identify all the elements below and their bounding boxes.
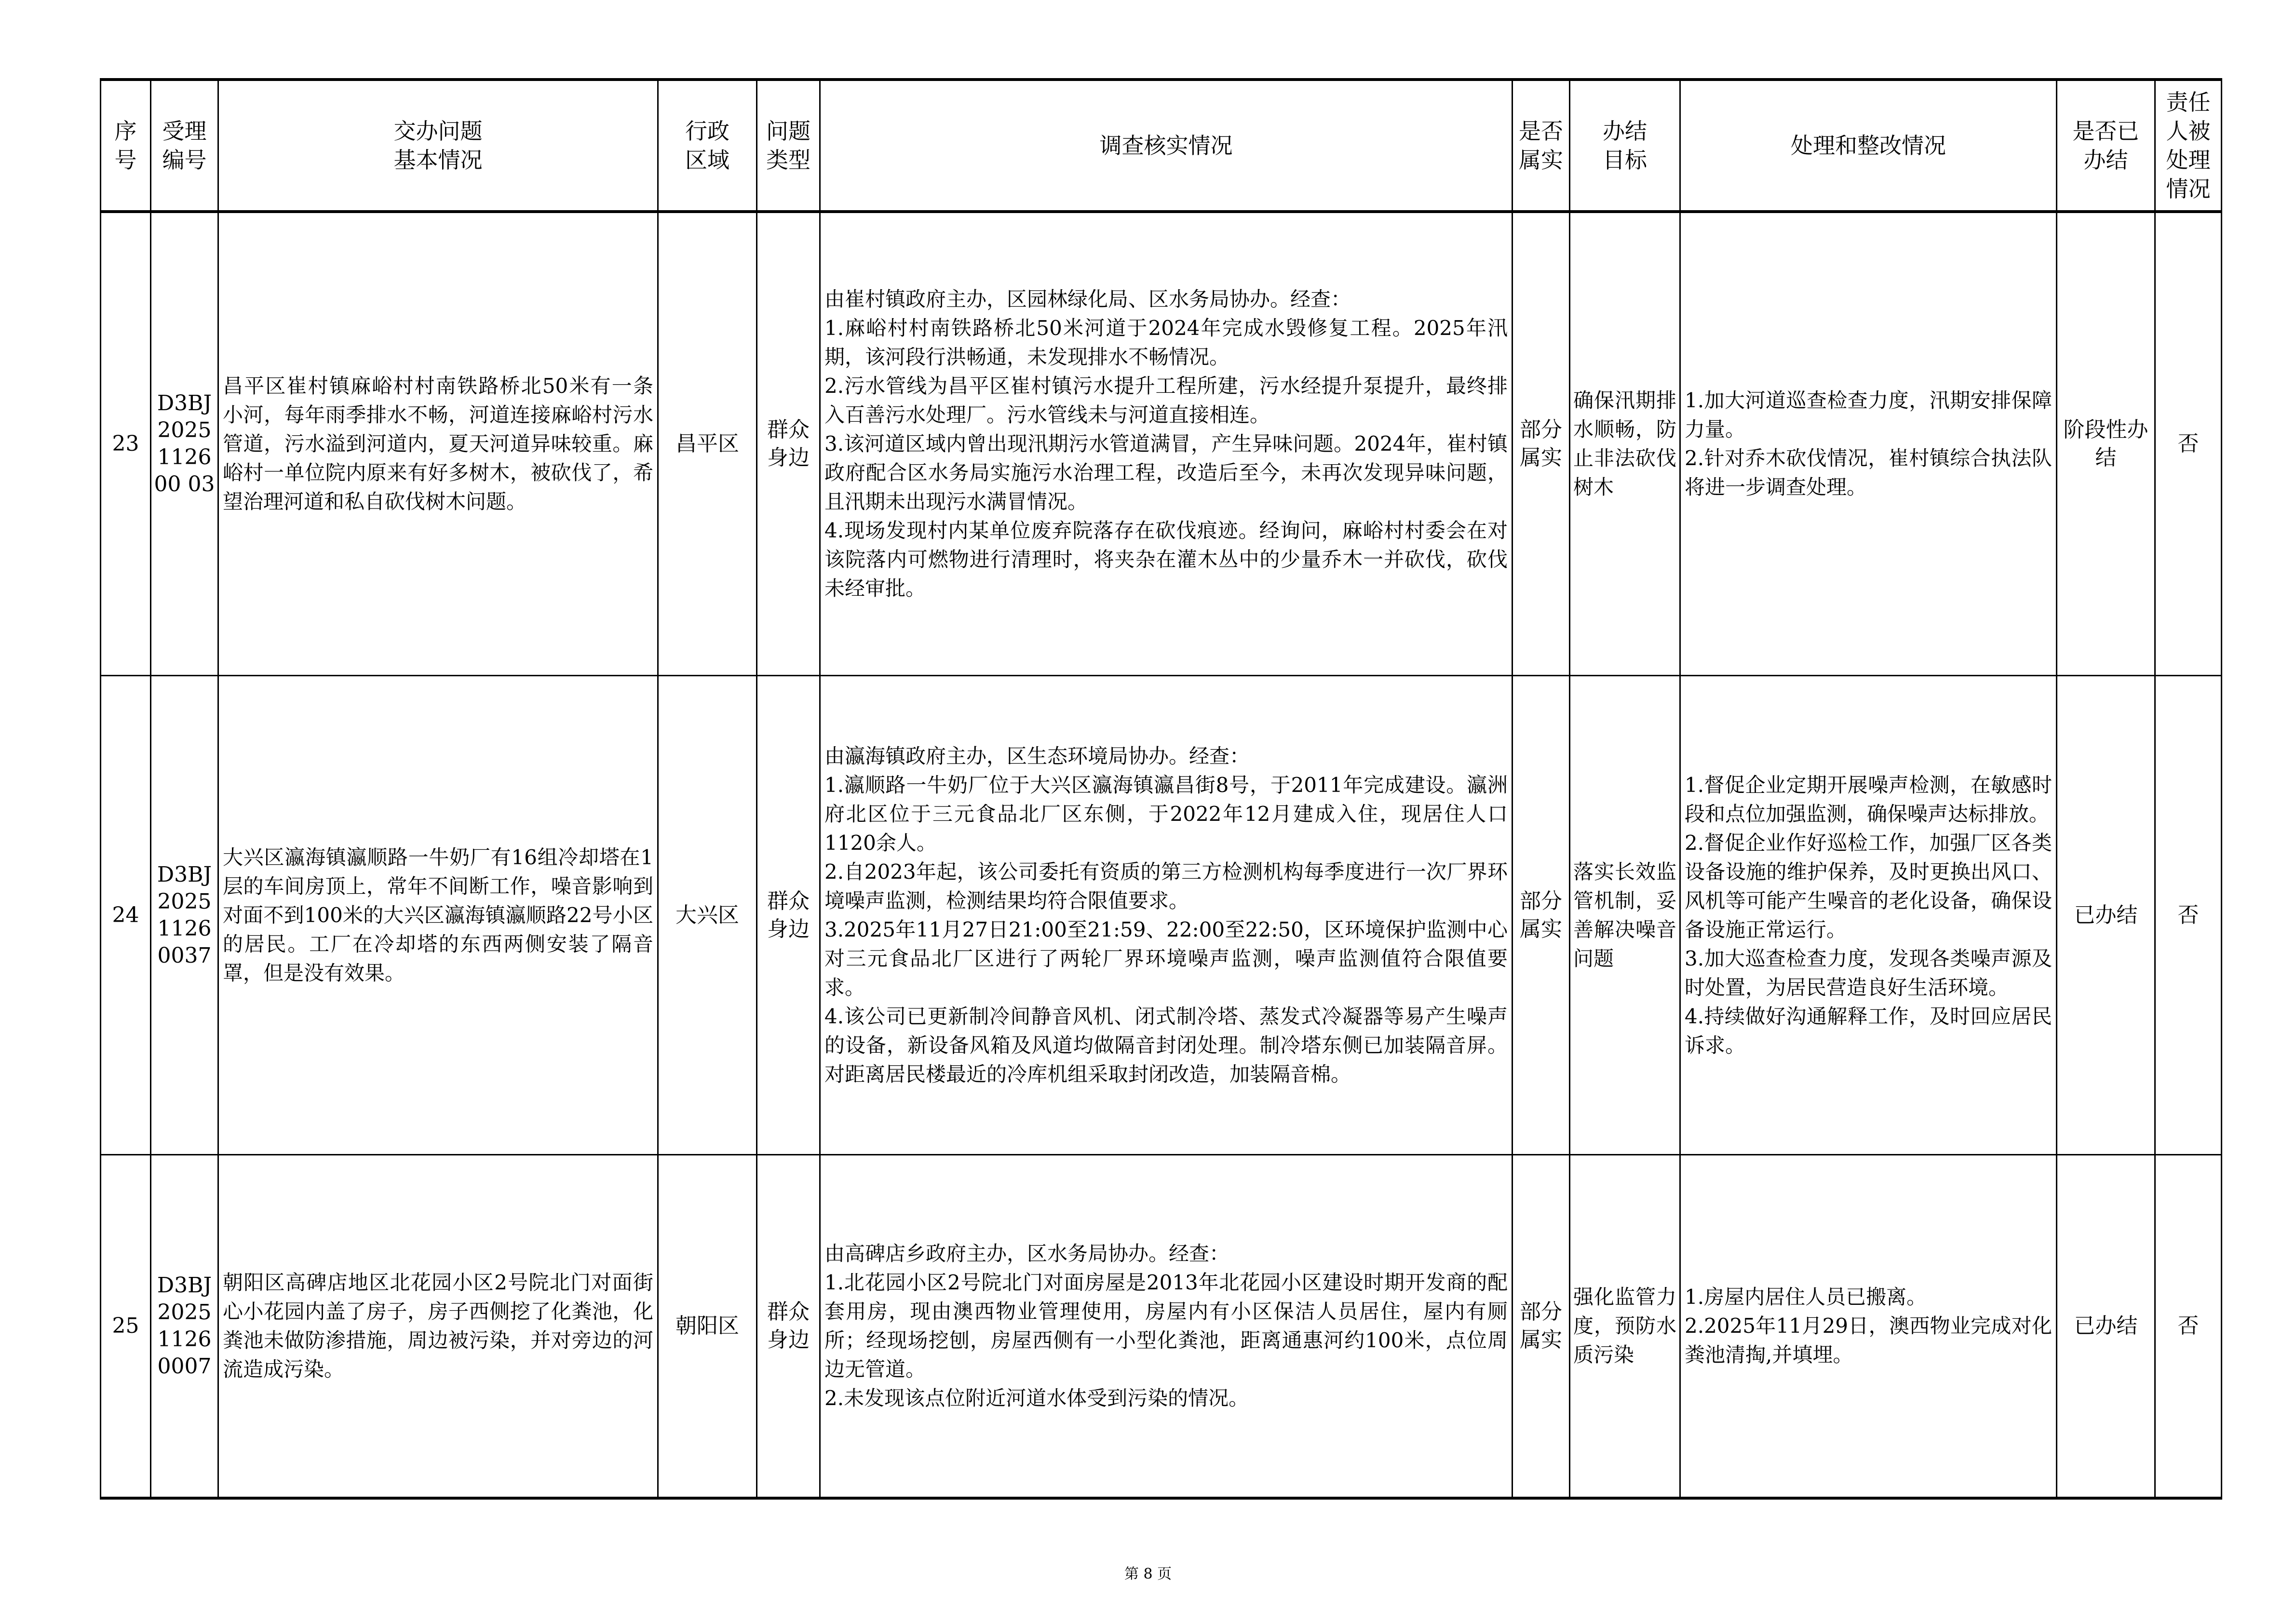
header-type: 问题 类型 xyxy=(757,80,820,212)
cell-id: D3BJ202511260037 xyxy=(151,676,218,1155)
table-row xyxy=(101,676,2222,1155)
table-row xyxy=(101,212,2222,676)
cell-accountability: 否 xyxy=(2155,676,2222,1155)
cell-goal: 确保汛期排水顺畅，防止非法砍伐树木 xyxy=(1570,212,1680,676)
cell-closed: 阶段性办结 xyxy=(2057,212,2155,676)
cell-goal: 落实长效监管机制，妥善解决噪音问题 xyxy=(1570,676,1680,1155)
header-accountability: 责任 人被 处理 情况 xyxy=(2155,80,2222,212)
cell-handling: 1.房屋内居住人员已搬离。 2.2025年11月29日，澳西物业完成对化粪池清掏,并填埋。 xyxy=(1680,1155,2057,1499)
cell-problem: 大兴区瀛海镇瀛顺路一牛奶厂有16组冷却塔在1层的车间房顶上，常年不间断工作，噪音影响到对面不到100米的大兴区瀛海镇瀛顺路22号小区的居民。工厂在冷却塔的东西两侧安装了隔音罩，但是没有效果。 xyxy=(218,676,658,1155)
cell-verified: 部分属实 xyxy=(1513,212,1570,676)
complaint-handling-table xyxy=(100,78,2222,1500)
cell-handling: 1.加大河道巡查检查力度，汛期安排保障力量。 2.针对乔木砍伐情况，崔村镇综合执法队将进一步调查处理。 xyxy=(1680,212,2057,676)
cell-type: 群众身边 xyxy=(757,1155,820,1499)
cell-seq: 23 xyxy=(101,212,151,676)
cell-handling: 1.督促企业定期开展噪声检测，在敏感时段和点位加强监测，确保噪声达标排放。 2.督促企业作好巡检工作，加强厂区各类设备设施的维护保养，及时更换出风口、风机等可能产生噪音的老化设备，确保设备设施正常运行。 3.加大巡查检查力度，发现各类噪声源及时处置，为居民营造良好生活环境。 4.持续做好沟通解释工作，及时回应居民诉求。 xyxy=(1680,676,2057,1155)
cell-district: 朝阳区 xyxy=(658,1155,757,1499)
cell-closed: 已办结 xyxy=(2057,1155,2155,1499)
cell-verified: 部分属实 xyxy=(1513,1155,1570,1499)
cell-accountability: 否 xyxy=(2155,1155,2222,1499)
cell-investigation: 由崔村镇政府主办，区园林绿化局、区水务局协办。经查： 1.麻峪村村南铁路桥北50米河道于2024年完成水毁修复工程。2025年汛期，该河段行洪畅通，未发现排水不畅情况。 2.污水管线为昌平区崔村镇污水提升工程所建，污水经提升泵提升，最终排入百善污水处理厂。污水管线未与河道直接相连。 3.该河道区域内曾出现汛期污水管道满冒，产生异味问题。2024年，崔村镇政府配合区水务局实施污水治理工程，改造后至今，未再次发现异味问题，且汛期未出现污水满冒情况。 4.现场发现村内某单位废弃院落存在砍伐痕迹。经询问，麻峪村村委会在对该院落内可燃物进行清理时，将夹杂在灌木丛中的少量乔木一并砍伐，砍伐未经审批。 xyxy=(820,212,1513,676)
cell-problem: 朝阳区高碑店地区北花园小区2号院北门对面街心小花园内盖了房子，房子西侧挖了化粪池，化粪池未做防渗措施，周边被污染，并对旁边的河流造成污染。 xyxy=(218,1155,658,1499)
cell-district: 昌平区 xyxy=(658,212,757,676)
cell-type: 群众身边 xyxy=(757,212,820,676)
cell-accountability: 否 xyxy=(2155,212,2222,676)
cell-problem: 昌平区崔村镇麻峪村村南铁路桥北50米有一条小河，每年雨季排水不畅，河道连接麻峪村污水管道，污水溢到河道内，夏天河道异味较重。麻峪村一单位院内原来有好多树木，被砍伐了，希望治理河道和私自砍伐树木问题。 xyxy=(218,212,658,676)
table-row xyxy=(101,1155,2222,1499)
cell-goal: 强化监管力度，预防水质污染 xyxy=(1570,1155,1680,1499)
header-goal: 办结 目标 xyxy=(1570,80,1680,212)
header-problem: 交办问题 基本情况 xyxy=(218,80,658,212)
header-closed: 是否已 办结 xyxy=(2057,80,2155,212)
header-investigation: 调查核实情况 xyxy=(820,80,1513,212)
cell-investigation: 由瀛海镇政府主办，区生态环境局协办。经查： 1.瀛顺路一牛奶厂位于大兴区瀛海镇瀛昌街8号，于2011年完成建设。瀛洲府北区位于三元食品北厂区东侧，于2022年12月建成入住，现居住人口1120余人。 2.自2023年起，该公司委托有资质的第三方检测机构每季度进行一次厂界环境噪声监测，检测结果均符合限值要求。 3.2025年11月27日21:00至21:59、22:00至22:50，区环境保护监测中心对三元食品北厂区进行了两轮厂界环境噪声监测，噪声监测值符合限值要求。 4.该公司已更新制冷间静音风机、闭式制冷塔、蒸发式冷凝器等易产生噪声的设备，新设备风箱及风道均做隔音封闭处理。制冷塔东侧已加装隔音屏。对距离居民楼最近的冷库机组采取封闭改造，加装隔音棉。 xyxy=(820,676,1513,1155)
header-verified: 是否 属实 xyxy=(1513,80,1570,212)
cell-id: D3BJ202511260007 xyxy=(151,1155,218,1499)
cell-district: 大兴区 xyxy=(658,676,757,1155)
cell-type: 群众身边 xyxy=(757,676,820,1155)
header-seq: 序 号 xyxy=(101,80,151,212)
cell-seq: 24 xyxy=(101,676,151,1155)
cell-closed: 已办结 xyxy=(2057,676,2155,1155)
header-id: 受理 编号 xyxy=(151,80,218,212)
table-header-row xyxy=(101,80,2222,212)
cell-id: D3BJ2025112600 03 xyxy=(151,212,218,676)
cell-investigation: 由高碑店乡政府主办，区水务局协办。经查： 1.北花园小区2号院北门对面房屋是2013年北花园小区建设时期开发商的配套用房，现由澳西物业管理使用，房屋内有小区保洁人员居住，屋内有厕所；经现场挖刨，房屋西侧有一小型化粪池，距离通惠河约100米，点位周边无管道。 2.未发现该点位附近河道水体受到污染的情况。 xyxy=(820,1155,1513,1499)
header-handling: 处理和整改情况 xyxy=(1680,80,2057,212)
header-district: 行政 区域 xyxy=(658,80,757,212)
cell-seq: 25 xyxy=(101,1155,151,1499)
page-number: 第 8 页 xyxy=(1124,1566,1172,1583)
cell-verified: 部分属实 xyxy=(1513,676,1570,1155)
